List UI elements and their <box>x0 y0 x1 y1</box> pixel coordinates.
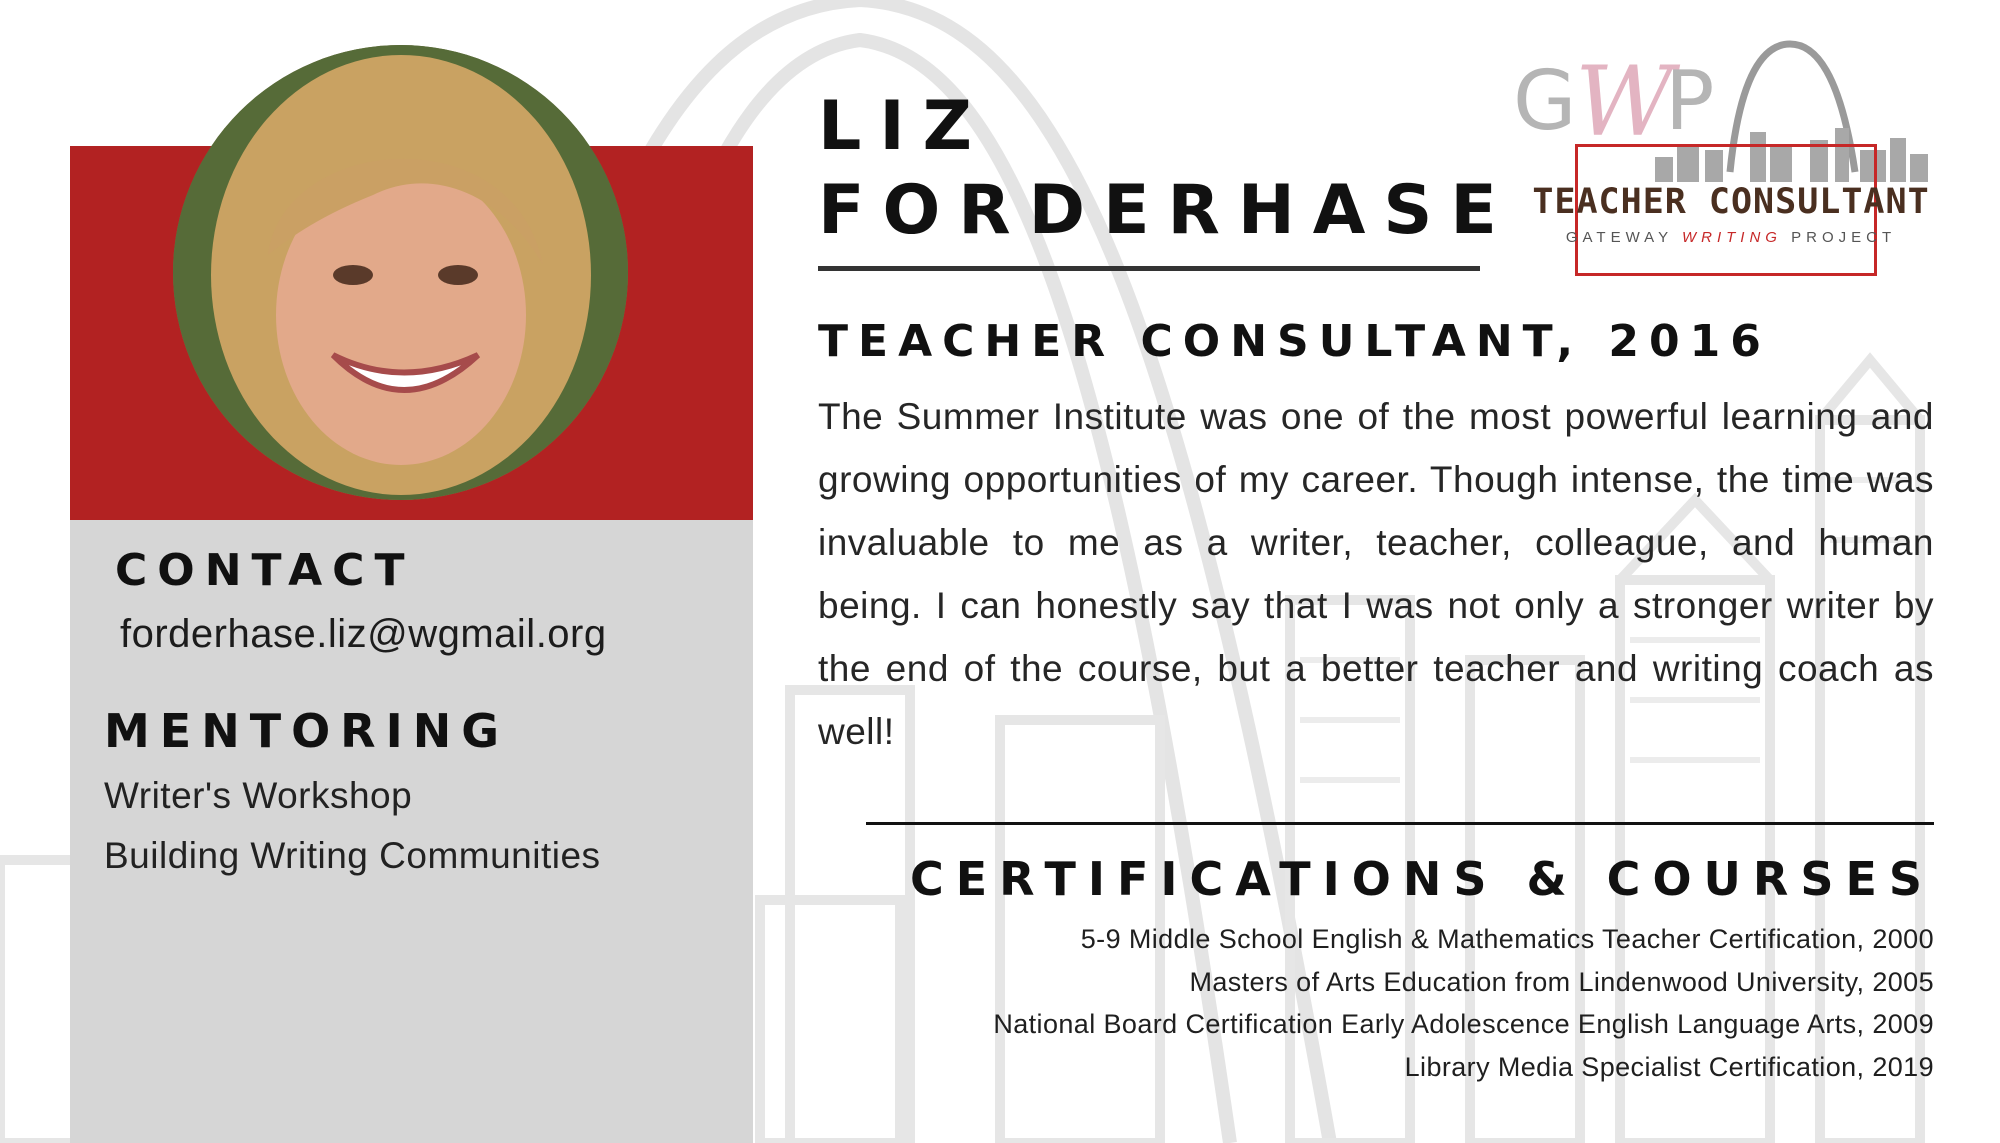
certification-item: 5-9 Middle School English & Mathematics Teacher Certification, 2000 <box>1080 924 1934 954</box>
logo-subtitle-end: PROJECT <box>1781 229 1897 246</box>
certification-item: Masters of Arts Education from Lindenwood University, 2005 <box>1189 966 1934 997</box>
role-title: TEACHER CONSULTANT, 2016 <box>818 316 1771 367</box>
logo-subtitle-accent: WRITING <box>1681 229 1782 246</box>
certifications-divider <box>866 822 1934 825</box>
bio-paragraph: The Summer Institute was one of the most powerful learning and growing opportunities of my career. Though intense, the time was invaluable to me as a writer, teacher, colleague, and human being. I can honestly say that I was not only a stronger writer by the end of the course, but a better teacher and writing coach as well! <box>818 396 1934 752</box>
certification-item: Library Media Specialist Certification, 2019 <box>1404 1051 1934 1082</box>
certifications-list <box>993 918 1934 1088</box>
logo-letter-p: P <box>1665 54 1715 149</box>
contact-heading: CONTACT <box>115 545 415 596</box>
mentoring-item: Writer's Workshop <box>104 775 413 816</box>
first-name: LIZ <box>818 87 990 166</box>
mentoring-heading: MENTORING <box>104 704 509 758</box>
certifications-heading: CERTIFICATIONS & COURSES <box>909 852 1934 906</box>
contact-email[interactable]: forderhase.liz@wgmail.org <box>120 612 607 656</box>
logo-title: TEACHER CONSULTANT <box>1532 182 1930 222</box>
profile-photo <box>173 45 628 500</box>
person-name <box>818 85 1515 253</box>
last-name: FORDERHASE <box>818 171 1515 250</box>
gwp-logo <box>1505 32 1935 292</box>
logo-letter-g: G <box>1513 54 1577 149</box>
logo-subtitle <box>1521 229 1941 246</box>
name-divider <box>818 266 1480 271</box>
mentoring-item: Building Writing Communities <box>104 835 601 876</box>
logo-subtitle-start: GATEWAY <box>1565 229 1682 246</box>
certification-item: National Board Certification Early Adolescence English Language Arts, 2009 <box>993 1009 1934 1039</box>
logo-letter-w: W <box>1575 46 1674 158</box>
mentoring-list <box>104 766 601 886</box>
